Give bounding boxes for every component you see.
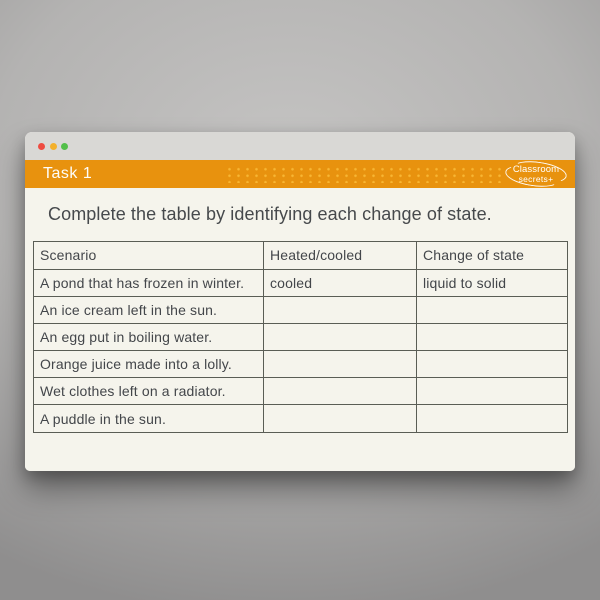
classroom-secrets-logo [505, 162, 567, 186]
task-title: Task 1 [43, 165, 93, 182]
logo-text-line2: secrets+ [518, 173, 554, 184]
worksheet-body [25, 204, 575, 471]
heated-cooled-cell[interactable] [264, 378, 417, 405]
table-row [34, 269, 568, 296]
change-of-state-table [33, 241, 568, 433]
change-of-state-cell[interactable] [417, 351, 568, 378]
table-header-row [34, 242, 568, 270]
window-close-button[interactable] [38, 143, 45, 150]
instruction-text: Complete the table by identifying each change of state. [48, 204, 492, 224]
heated-cooled-cell[interactable] [264, 323, 417, 350]
scenario-cell: A pond that has frozen in winter. [34, 269, 264, 296]
table-row [34, 296, 568, 323]
table-row [34, 351, 568, 378]
scenario-cell: An ice cream left in the sun. [34, 296, 264, 323]
scenario-cell: Orange juice made into a lolly. [34, 351, 264, 378]
table-row [34, 378, 568, 405]
dot-pattern-decoration [225, 166, 503, 183]
column-header-heated-cooled: Heated/cooled [264, 242, 417, 270]
heated-cooled-cell[interactable] [264, 405, 417, 432]
change-of-state-cell[interactable] [417, 296, 568, 323]
change-of-state-cell: liquid to solid [417, 269, 568, 296]
window-titlebar [25, 132, 575, 160]
scenario-cell: An egg put in boiling water. [34, 323, 264, 350]
task-window [25, 132, 575, 471]
table-row [34, 405, 568, 432]
change-of-state-cell[interactable] [417, 378, 568, 405]
heated-cooled-cell[interactable] [264, 351, 417, 378]
column-header-change-of-state: Change of state [417, 242, 568, 270]
window-minimize-button[interactable] [50, 143, 57, 150]
change-of-state-cell[interactable] [417, 405, 568, 432]
table-row [34, 323, 568, 350]
heated-cooled-cell: cooled [264, 269, 417, 296]
scenario-cell: Wet clothes left on a radiator. [34, 378, 264, 405]
change-of-state-cell[interactable] [417, 323, 568, 350]
column-header-scenario: Scenario [34, 242, 264, 270]
window-zoom-button[interactable] [61, 143, 68, 150]
scenario-cell: A puddle in the sun. [34, 405, 264, 432]
heated-cooled-cell[interactable] [264, 296, 417, 323]
task-header-bar [25, 160, 575, 188]
logo-text-line1: Classroom [512, 163, 560, 175]
